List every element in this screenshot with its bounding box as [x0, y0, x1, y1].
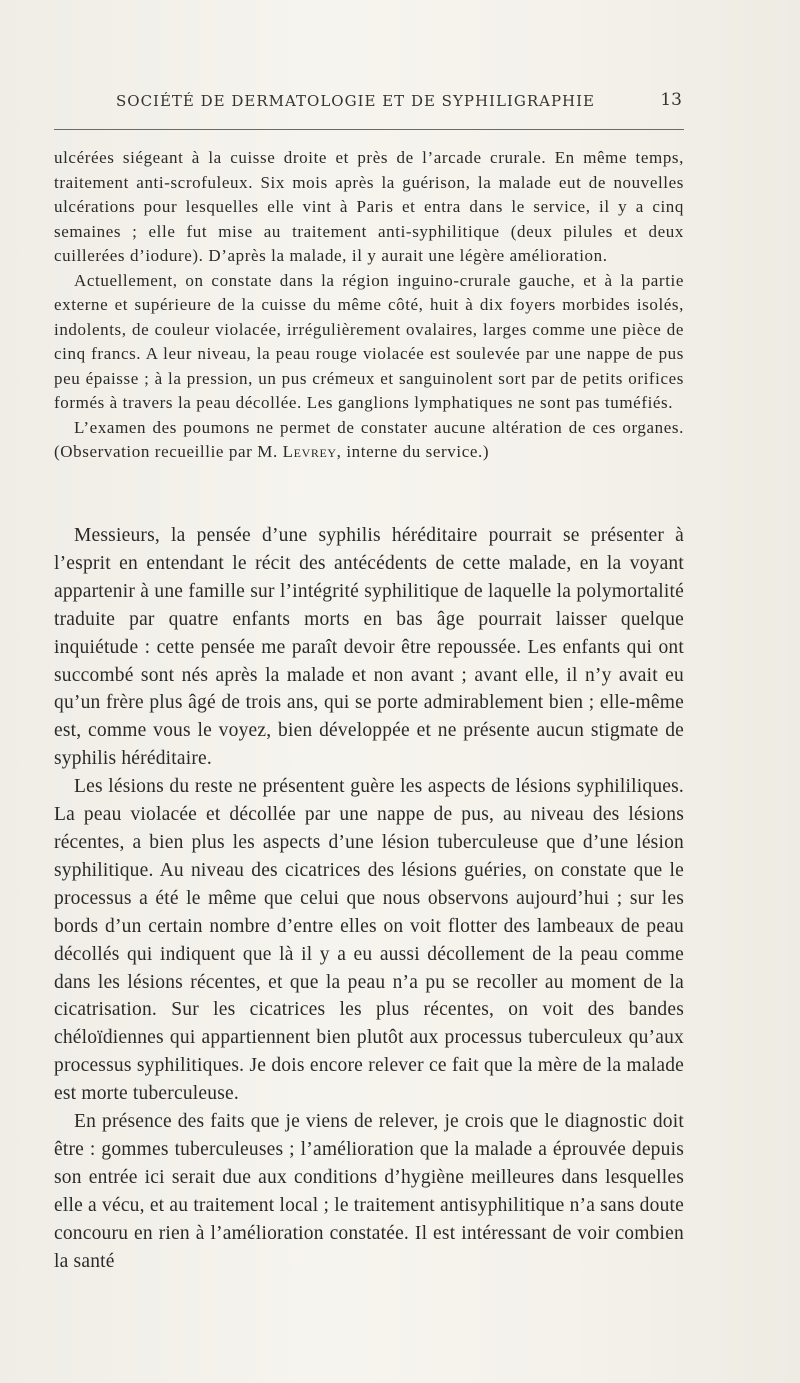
observation-paragraph-1: ulcérées siégeant à la cuisse droite et près de l’arcade crurale. En même temps, traitement anti-scrofuleux. Six mois après la guérison, la malade eut de nouvelles ulcérations pour lesquelles elle vint à Paris et entra dans le service, il y a cinq semaines ; elle fut mise au traitement anti-syphilitique (deux pilules et deux cuillerées d’iodure). D’après la malade, il y aurait une légère amélioration.	[54, 148, 684, 265]
discussion-text	[54, 522, 684, 1275]
observer-name: Levrey	[282, 442, 337, 461]
discussion-paragraph-1: Messieurs, la pensée d’une syphilis héréditaire pourrait se présenter à l’esprit en entendant le récit des antécédents de cette malade, en la voyant appartenir à une famille sur l’intégrité syphilitique de laquelle la polymortalité traduite par quatre enfants morts en bas âge pourrait laisser quelque inquiétude : cette pensée me paraît devoir être repoussée. Les enfants qui ont succombé sont nés après la malade et non avant ; avant elle, il n’y avait eu qu’un frère plus âgé de trois ans, qui se porte admirablement bien ; elle-même est, comme vous le voyez, bien développée et ne présente aucun stigmate de syphilis héréditaire.	[54, 525, 684, 770]
observation-paragraph-3-before: L’examen des poumons ne permet de constater aucune altération de ces organes. (Observation recueillie par M.	[54, 417, 684, 461]
running-head: SOCIÉTÉ DE DERMATOLOGIE ET DE SYPHILIGRAPHIE	[116, 92, 596, 110]
page-header	[54, 90, 684, 116]
observation-paragraph-2: Actuellement, on constate dans la région inguino-crurale gauche, et à la partie externe et supérieure de la cuisse du même côté, huit à dix foyers morbides isolés, indolents, de couleur violacée, irrégulièrement ovalaires, larges comme une pièce de cinq francs. A leur niveau, la peau rouge violacée est soulevée par une nappe de pus peu épaisse ; à la pression, un pus crémeux et sanguinolent sort par de petits orifices formés à travers la peau décollée. Les ganglions lymphatiques ne sont pas tuméfiés.	[54, 270, 684, 412]
header-rule	[54, 129, 684, 130]
observation-text	[54, 146, 684, 465]
observation-paragraph-3	[54, 416, 684, 465]
page-number: 13	[660, 90, 682, 110]
observation-paragraph-3-after: , interne du service.)	[336, 442, 490, 461]
discussion-paragraph-2: Les lésions du reste ne présentent guère les aspects de lésions syphililiques. La peau violacée et décollée par une nappe de pus, au niveau des lésions récentes, a bien plus les aspects d’une lésion tuberculeuse que d’une lésion syphilitique. Au niveau des cicatrices des lésions guéries, on constate que le processus a été le même que celui que nous observons aujourd’hui ; sur les bords d’un certain nombre d’entre elles on voit flotter des lambeaux de peau décollés qui indiquent que là il y a eu aussi décollement de la peau comme dans les lésions récentes, et que la peau n’a pu se recoller au moment de la cicatrisation. Sur les cicatrices les plus récentes, on voit des bandes chéloïdiennes qui appartiennent bien plutôt aux processus tuberculeux qu’aux processus syphilitiques. Je dois encore relever ce fait que la mère de la malade est morte tuberculeuse.	[54, 776, 684, 1105]
discussion-paragraph-3: En présence des faits que je viens de relever, je crois que le diagnostic doit être : gommes tuberculeuses ; l’amélioration que la malade a éprouvée depuis son entrée ici serait due aux conditions d’hygiène meilleures dans lesquelles elle a vécu, et au traitement local ; le traitement antisyphilitique n’a sans doute concouru en rien à l’amélioration constatée. Il est intéressant de voir combien la santé	[54, 1111, 684, 1272]
